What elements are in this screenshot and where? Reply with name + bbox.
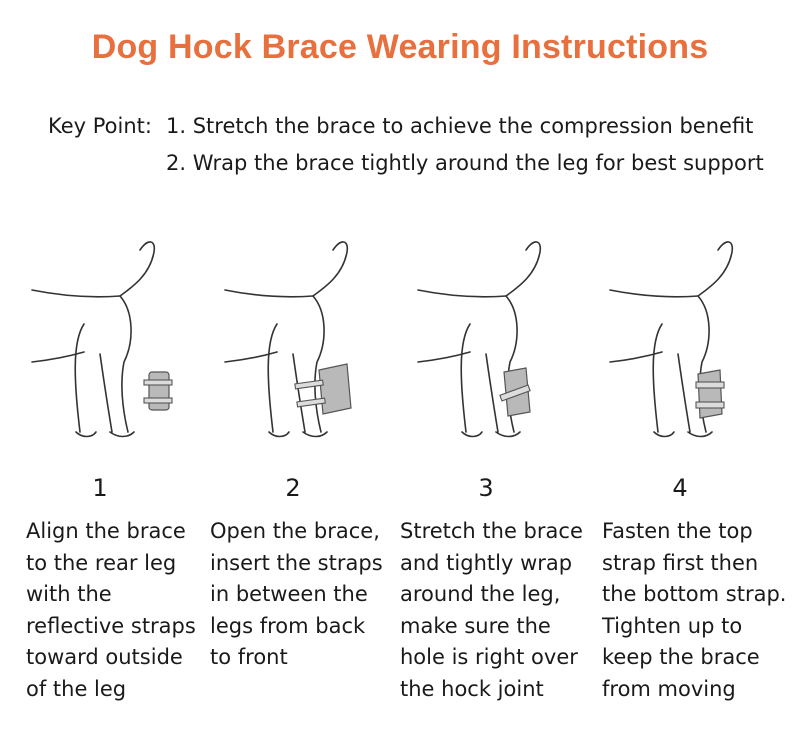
key-point-label: Key Point: xyxy=(48,114,152,138)
step-2-text: Open the brace, insert the straps in between the legs from back to front xyxy=(210,519,383,669)
step-3-illustration xyxy=(408,232,598,452)
step-4-number: 4 xyxy=(672,474,688,502)
step-3-number: 3 xyxy=(478,474,494,502)
step-1-number: 1 xyxy=(92,474,108,502)
step-1-illustration xyxy=(22,232,212,452)
page-title: Dog Hock Brace Wearing Instructions xyxy=(91,28,709,66)
step-2-number: 2 xyxy=(285,474,301,502)
key-point-item-2: 2. Wrap the brace tightly around the leg for best support xyxy=(166,151,764,175)
step-4-illustration xyxy=(600,232,790,452)
step-2-illustration xyxy=(215,232,405,452)
step-1-text: Align the brace to the rear leg with the reflective straps toward outside of the leg xyxy=(26,519,196,701)
step-4-text: Fasten the top strap first then the bottom strap. Tighten up to keep the brace from moving xyxy=(602,519,787,701)
step-3-text: Stretch the brace and tightly wrap around the leg, make sure the hole is right over the hock joint xyxy=(400,519,583,701)
key-point-item-1: 1. Stretch the brace to achieve the compression benefit xyxy=(166,114,754,138)
